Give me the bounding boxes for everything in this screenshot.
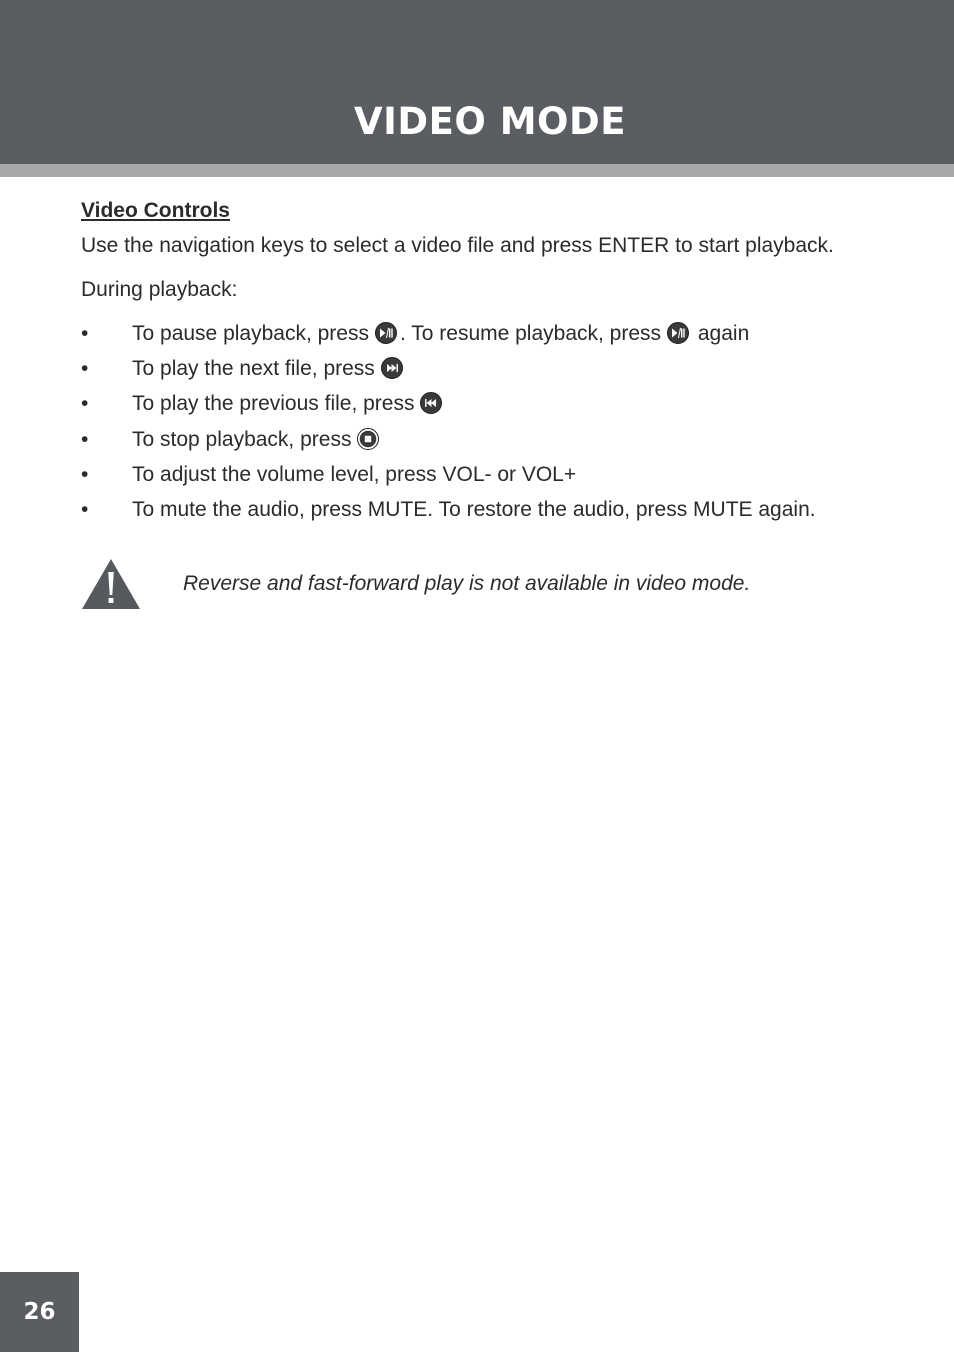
page-header	[0, 0, 954, 164]
bullet-marker: •	[81, 497, 89, 521]
bullet-marker: •	[81, 462, 89, 486]
header-divider	[0, 164, 954, 177]
during-playback-label: During playback:	[81, 278, 238, 301]
play-pause-icon	[667, 322, 689, 344]
bullet-text: To mute the audio, press MUTE. To restore the audio, press MUTE again.	[132, 497, 816, 521]
page-number: 26	[23, 1299, 56, 1325]
bullet-text: To adjust the volume level, press VOL- or VOL+	[132, 462, 577, 486]
bullet-marker: •	[81, 357, 89, 381]
note-text: Reverse and fast-forward play is not available in video mode.	[183, 572, 751, 595]
bullet-text: To pause playback, press	[132, 322, 369, 345]
section-heading: Video Controls	[81, 199, 230, 222]
bullet-text: To stop playback, press	[132, 427, 352, 451]
previous-track-icon	[420, 392, 442, 414]
bullet-marker: •	[81, 322, 89, 345]
bullet-text: To play the previous file, press	[132, 392, 415, 416]
bullet-text: . To resume playback, press	[399, 322, 662, 345]
play-pause-icon	[375, 322, 397, 344]
bullet-text: again	[692, 322, 750, 345]
next-track-icon	[381, 357, 403, 379]
bullet-marker: •	[81, 392, 89, 416]
stop-icon	[357, 428, 379, 450]
page-number-box	[0, 1272, 79, 1352]
page-title: VIDEO MODE	[354, 100, 626, 143]
bullet-marker: •	[81, 427, 89, 451]
warning-icon	[81, 558, 141, 615]
bullet-text: To play the next file, press	[132, 357, 375, 381]
intro-paragraph: Use the navigation keys to select a video file and press ENTER to start playback.	[81, 234, 834, 257]
